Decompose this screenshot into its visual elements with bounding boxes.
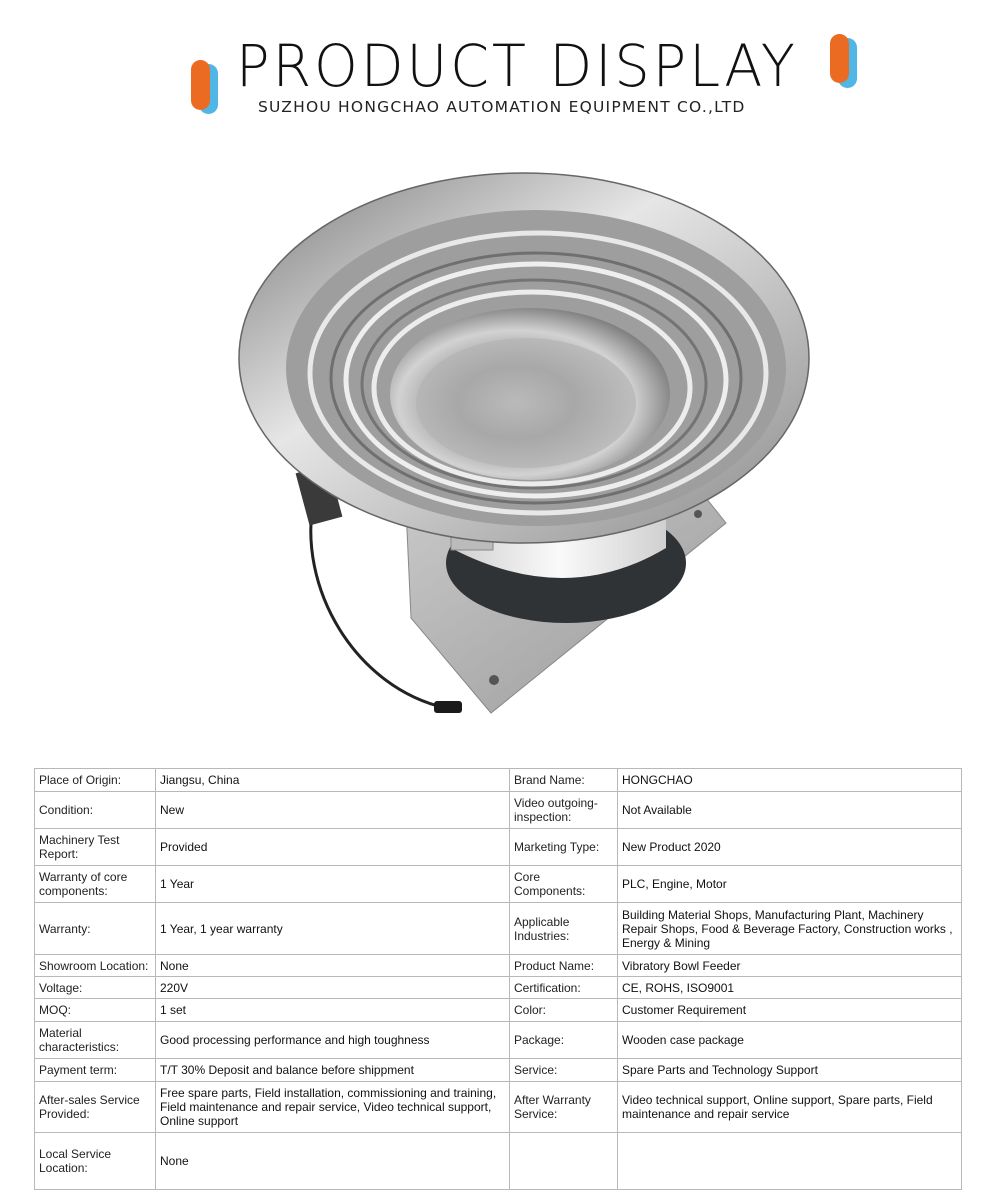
spec-label: After Warranty Service: xyxy=(510,1082,618,1133)
spec-label: Brand Name: xyxy=(510,769,618,792)
spec-label: After-sales Service Provided: xyxy=(35,1082,156,1133)
spec-value: Not Available xyxy=(618,792,962,829)
product-specifications-table xyxy=(34,768,962,1190)
spec-label: Core Components: xyxy=(510,866,618,903)
bowl-feeder-illustration xyxy=(236,168,826,738)
spec-value: Video technical support, Online support, Spare parts, Field maintenance and repair service xyxy=(618,1082,962,1133)
spec-value: PLC, Engine, Motor xyxy=(618,866,962,903)
product-photo-vibratory-bowl-feeder xyxy=(236,168,826,738)
spec-row xyxy=(35,792,962,829)
spec-value: HONGCHAO xyxy=(618,769,962,792)
spec-value: Wooden case package xyxy=(618,1022,962,1059)
spec-label: Service: xyxy=(510,1059,618,1082)
spec-value: Provided xyxy=(156,829,510,866)
spec-label: Color: xyxy=(510,999,618,1022)
spec-value: 1 Year, 1 year warranty xyxy=(156,903,510,955)
spec-label: Applicable Industries: xyxy=(510,903,618,955)
spec-label: Product Name: xyxy=(510,955,618,977)
spec-label: Video outgoing-inspection: xyxy=(510,792,618,829)
page-header xyxy=(0,0,1000,130)
spec-value: CE, ROHS, ISO9001 xyxy=(618,977,962,999)
company-name: SUZHOU HONGCHAO AUTOMATION EQUIPMENT CO.,LTD xyxy=(258,98,746,116)
spec-label: Warranty: xyxy=(35,903,156,955)
spec-value: T/T 30% Deposit and balance before shippment xyxy=(156,1059,510,1082)
spec-value: Spare Parts and Technology Support xyxy=(618,1059,962,1082)
spec-value: 220V xyxy=(156,977,510,999)
spec-value: Jiangsu, China xyxy=(156,769,510,792)
spec-row xyxy=(35,1022,962,1059)
spec-value: Free spare parts, Field installation, commissioning and training, Field maintenance and repair service, Video technical support, Online support xyxy=(156,1082,510,1133)
spec-value: Customer Requirement xyxy=(618,999,962,1022)
spec-row xyxy=(35,1082,962,1133)
spec-value: None xyxy=(156,1133,510,1190)
spec-row xyxy=(35,977,962,999)
spec-row xyxy=(35,999,962,1022)
decorative-pill-right-orange xyxy=(830,34,849,83)
spec-value: Building Material Shops, Manufacturing Plant, Machinery Repair Shops, Food & Beverage Factory, Construction works , Energy & Mining xyxy=(618,903,962,955)
spec-value: New Product 2020 xyxy=(618,829,962,866)
spec-label: Showroom Location: xyxy=(35,955,156,977)
spec-value: None xyxy=(156,955,510,977)
spec-label: Local Service Location: xyxy=(35,1133,156,1190)
spec-value xyxy=(618,1133,962,1190)
spec-value: 1 set xyxy=(156,999,510,1022)
spec-row xyxy=(35,1059,962,1082)
spec-label: Voltage: xyxy=(35,977,156,999)
spec-row xyxy=(35,866,962,903)
spec-row xyxy=(35,903,962,955)
spec-label: Package: xyxy=(510,1022,618,1059)
spec-label xyxy=(510,1133,618,1190)
spec-row xyxy=(35,1133,962,1190)
spec-value: New xyxy=(156,792,510,829)
decorative-pill-left-orange xyxy=(191,60,210,110)
spec-label: Condition: xyxy=(35,792,156,829)
spec-value: Vibratory Bowl Feeder xyxy=(618,955,962,977)
spec-label: MOQ: xyxy=(35,999,156,1022)
spec-row xyxy=(35,955,962,977)
spec-label: Certification: xyxy=(510,977,618,999)
spec-label: Place of Origin: xyxy=(35,769,156,792)
spec-value: 1 Year xyxy=(156,866,510,903)
spec-row xyxy=(35,829,962,866)
spec-label: Material characteristics: xyxy=(35,1022,156,1059)
spec-label: Payment term: xyxy=(35,1059,156,1082)
spec-row xyxy=(35,769,962,792)
page-title: PRODUCT DISPLAY xyxy=(236,32,798,100)
spec-label: Warranty of core components: xyxy=(35,866,156,903)
spec-label: Machinery Test Report: xyxy=(35,829,156,866)
spec-label: Marketing Type: xyxy=(510,829,618,866)
spec-value: Good processing performance and high toughness xyxy=(156,1022,510,1059)
